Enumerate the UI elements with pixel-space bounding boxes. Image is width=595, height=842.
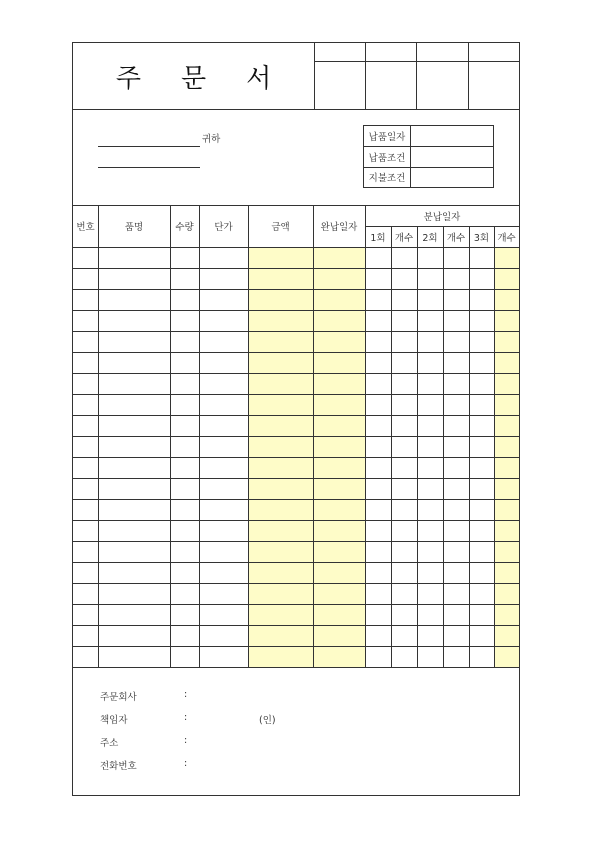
approval-divider-2	[416, 43, 417, 109]
header-round-3: 3회	[473, 232, 490, 244]
form-title	[73, 43, 314, 109]
table-row-line	[73, 646, 519, 647]
recipient-line-2	[98, 167, 200, 168]
table-row-line	[73, 394, 519, 395]
header-count-1: 개수	[394, 232, 414, 244]
footer-colon-4: :	[184, 758, 188, 769]
table-row-line	[73, 499, 519, 500]
table-row-line	[73, 457, 519, 458]
partial-column-line-1	[391, 226, 392, 667]
table-row-line	[73, 625, 519, 626]
footer-seal: (인)	[259, 715, 276, 726]
header-no: 번호	[76, 222, 95, 233]
footer-address-label: 주소	[100, 738, 119, 749]
footer-phone-label: 전화번호	[100, 761, 137, 772]
title-bottom-border	[73, 109, 519, 110]
partial-column-line-2	[417, 226, 418, 667]
footer-ordering-company-label: 주문회사	[100, 692, 137, 703]
header-count-3: 개수	[497, 232, 516, 244]
partial-column-line-3	[443, 226, 444, 667]
table-row-line	[73, 604, 519, 605]
table-row-line	[73, 331, 519, 332]
table-row-line	[73, 436, 519, 437]
table-row-line	[73, 520, 519, 521]
title-char-2: 문	[180, 63, 207, 94]
header-count-2: 개수	[446, 232, 466, 244]
footer-colon-2: :	[184, 712, 188, 723]
table-row-line	[73, 268, 519, 269]
table-row-line	[73, 310, 519, 311]
partial-header-line	[365, 226, 519, 227]
table-row-line	[73, 352, 519, 353]
header-round-1: 1회	[370, 232, 386, 244]
table-row-line	[73, 289, 519, 290]
approval-header-line	[314, 61, 520, 62]
footer-person-label: 책임자	[100, 715, 128, 726]
header-unit-price: 단가	[214, 222, 233, 233]
table-row-line	[73, 667, 519, 668]
header-round-2: 2회	[422, 232, 438, 244]
recipient-suffix: 귀하	[202, 134, 221, 145]
partial-column-line-5	[494, 226, 495, 667]
footer-colon-1: :	[184, 689, 188, 700]
terms-divider	[410, 126, 411, 187]
table-header-bottom	[73, 247, 519, 248]
table-row-line	[73, 541, 519, 542]
terms-payment-terms-label: 지불조건	[368, 173, 406, 184]
header-amount: 금액	[271, 222, 290, 233]
table-row-line	[73, 415, 519, 416]
terms-delivery-date-label: 납품일자	[368, 132, 406, 143]
table-row-line	[73, 373, 519, 374]
recipient-line-1	[98, 146, 200, 147]
footer-colon-3: :	[184, 735, 188, 746]
title-char-3: 서	[246, 63, 272, 94]
header-qty: 수량	[175, 222, 194, 233]
title-char-1: 주	[115, 63, 141, 94]
order-form	[72, 42, 520, 796]
table-row-line	[73, 478, 519, 479]
terms-box	[363, 125, 494, 188]
approval-divider-1	[365, 43, 366, 109]
header-item: 품명	[124, 222, 144, 233]
header-delivery-date: 완납일자	[320, 222, 358, 233]
table-row-line	[73, 562, 519, 563]
header-partial-delivery: 분납일자	[423, 211, 461, 223]
approval-divider-3	[468, 43, 469, 109]
table-row-line	[73, 583, 519, 584]
terms-delivery-terms-label: 납품조건	[368, 152, 406, 164]
partial-column-line-4	[469, 226, 470, 667]
approval-box-left-border	[314, 43, 315, 109]
